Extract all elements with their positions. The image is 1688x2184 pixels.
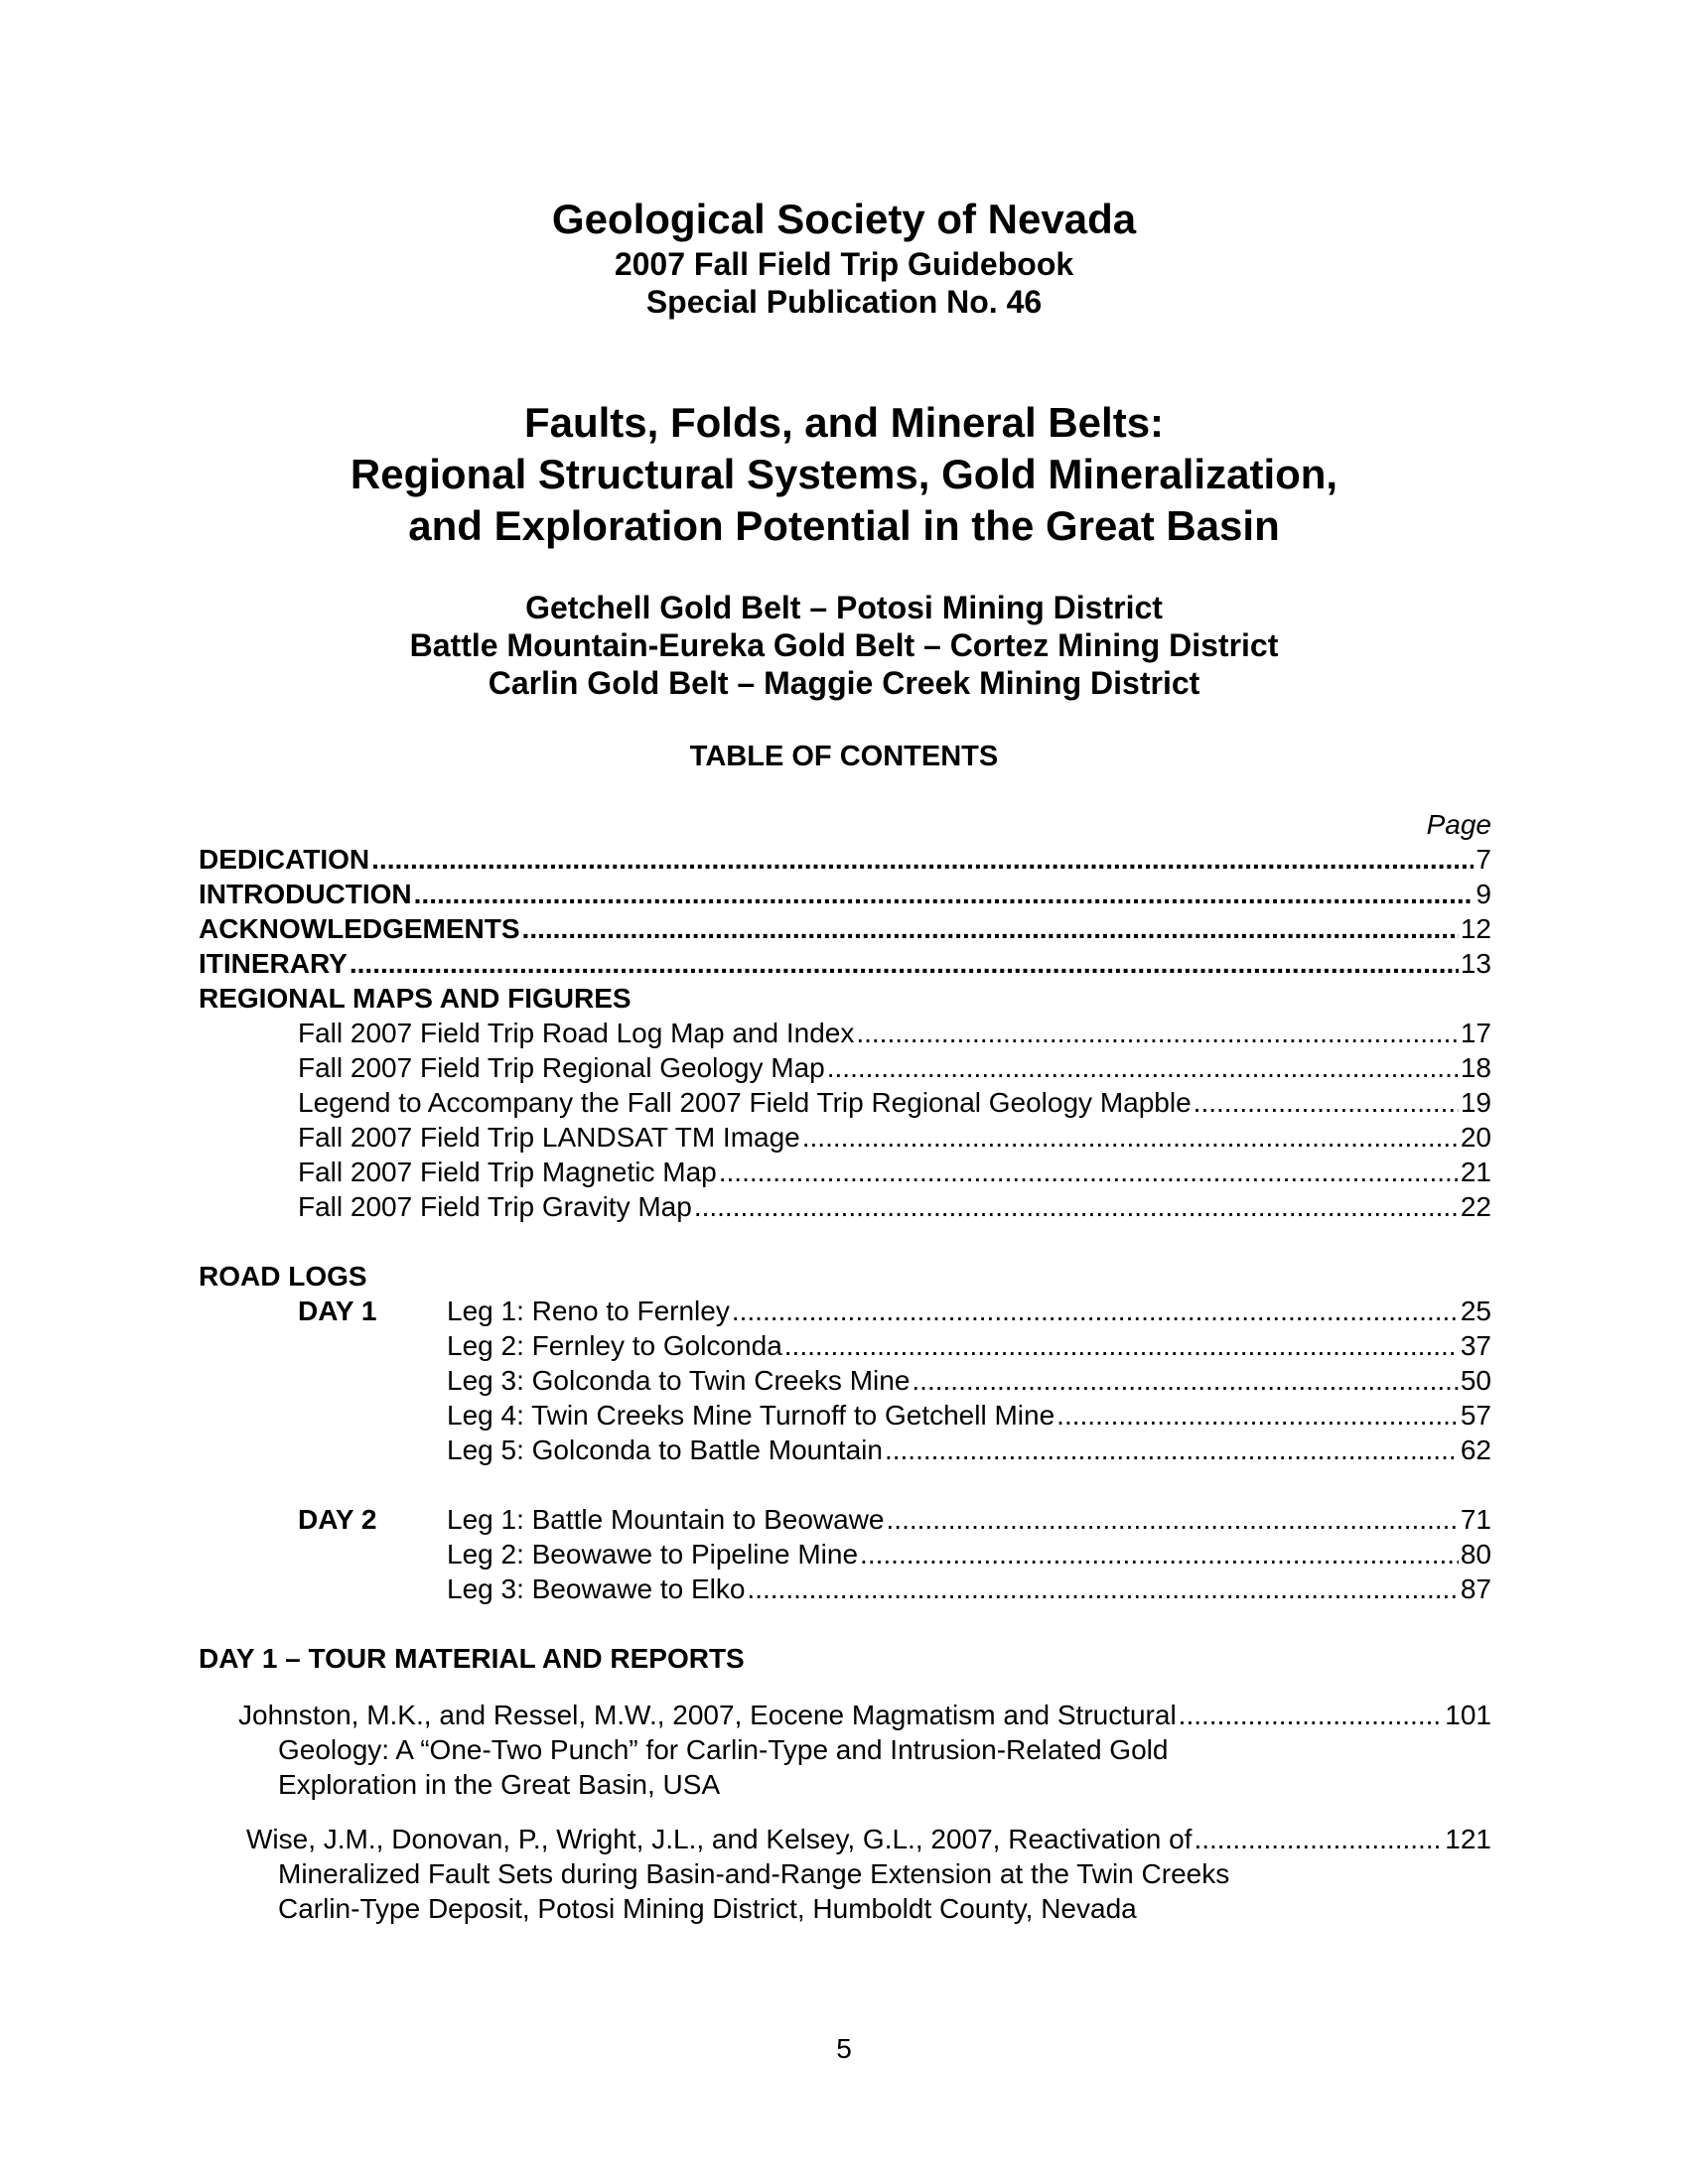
toc-entry-regional[interactable] (298, 1189, 1491, 1224)
toc-heading: TABLE OF CONTENTS (689, 741, 999, 772)
toc-entry-report[interactable] (238, 1698, 1491, 1732)
dot-leader (522, 911, 1459, 946)
dot-leader (802, 1120, 1459, 1155)
day1-label: DAY 1 (298, 1296, 377, 1326)
dot-leader (732, 1294, 1459, 1328)
report-continuation: Carlin-Type Deposit, Potosi Mining District, Humboldt County, Nevada (278, 1893, 1137, 1924)
toc-entry-label: Wise, J.M., Donovan, P., Wright, J.L., and Kelsey, G.L., 2007, Reactivation of (246, 1824, 1193, 1854)
toc-entry-dedication[interactable] (199, 842, 1491, 877)
report-continuation: Exploration in the Great Basin, USA (278, 1769, 721, 1800)
toc-entry-label: Leg 1: Reno to Fernley (447, 1296, 730, 1326)
toc-entry-day2-leg[interactable] (447, 1571, 1491, 1606)
toc-entry-page: 50 (1460, 1365, 1491, 1396)
toc-entry-page: 57 (1460, 1400, 1491, 1431)
dot-leader (414, 877, 1475, 911)
toc-entry-page: 80 (1460, 1539, 1491, 1570)
toc-entry-page: 121 (1445, 1824, 1491, 1854)
toc-entry-acknowledgements[interactable] (199, 911, 1491, 946)
toc-entry-itinerary[interactable] (199, 946, 1491, 981)
belt-line-2: Battle Mountain-Eureka Gold Belt – Cortez Mining District (409, 627, 1279, 663)
guidebook-subtitle: 2007 Fall Field Trip Guidebook (614, 246, 1074, 282)
toc-entry-label: Fall 2007 Field Trip Regional Geology Map (298, 1052, 825, 1083)
road-logs-heading: ROAD LOGS (199, 1261, 367, 1292)
toc-entry-page: 17 (1460, 1018, 1491, 1048)
toc-entry-label: Johnston, M.K., and Ressel, M.W., 2007, Eocene Magmatism and Structural (238, 1700, 1177, 1730)
dot-leader (860, 1537, 1459, 1571)
toc-entry-report[interactable] (246, 1822, 1491, 1856)
toc-entry-label: ACKNOWLEDGEMENTS (199, 913, 520, 944)
regional-maps-heading: REGIONAL MAPS AND FIGURES (199, 983, 632, 1014)
toc-entry-page: 22 (1460, 1191, 1491, 1222)
toc-entry-label: Leg 5: Golconda to Battle Mountain (447, 1434, 883, 1465)
toc-entry-page: 37 (1460, 1330, 1491, 1361)
title-line-1: Faults, Folds, and Mineral Belts: (523, 399, 1165, 446)
page-number: 5 (836, 2033, 852, 2064)
toc-entry-page: 101 (1445, 1700, 1491, 1730)
toc-entry-day1-leg[interactable] (447, 1363, 1491, 1398)
title-line-3: and Exploration Potential in the Great Basin (408, 502, 1280, 549)
dot-leader (1194, 1085, 1459, 1120)
dot-leader (856, 1016, 1459, 1050)
toc-entry-label: Leg 3: Golconda to Twin Creeks Mine (447, 1365, 911, 1396)
toc-entry-regional[interactable] (298, 1120, 1491, 1155)
toc-entry-label: ITINERARY (199, 948, 348, 979)
toc-entry-page: 20 (1460, 1122, 1491, 1153)
toc-entry-day1-leg[interactable] (447, 1433, 1491, 1467)
toc-entry-day2-leg[interactable] (447, 1537, 1491, 1571)
toc-entry-day1-leg[interactable] (447, 1328, 1491, 1363)
dot-leader (371, 842, 1474, 877)
toc-entry-day2-leg[interactable] (447, 1502, 1491, 1537)
toc-entry-regional[interactable] (298, 1155, 1491, 1189)
toc-entry-introduction[interactable] (199, 877, 1491, 911)
toc-entry-regional[interactable] (298, 1085, 1491, 1120)
dot-leader (1179, 1698, 1444, 1732)
toc-entry-page: 18 (1460, 1052, 1491, 1083)
toc-entry-day1-leg[interactable] (447, 1398, 1491, 1433)
toc-entry-page: 71 (1460, 1504, 1491, 1535)
toc-entry-regional[interactable] (298, 1016, 1491, 1050)
toc-entry-page: 12 (1460, 913, 1491, 944)
toc-entry-page: 62 (1460, 1434, 1491, 1465)
dot-leader (719, 1155, 1459, 1189)
toc-entry-label: Leg 2: Fernley to Golconda (447, 1330, 782, 1361)
dot-leader (885, 1433, 1459, 1467)
title-line-2: Regional Structural Systems, Gold Mineralization, (350, 451, 1338, 497)
belt-line-1: Getchell Gold Belt – Potosi Mining District (525, 590, 1163, 625)
dot-leader (784, 1328, 1459, 1363)
toc-entry-page: 87 (1460, 1573, 1491, 1604)
toc-entry-label: Fall 2007 Field Trip Road Log Map and Index (298, 1018, 855, 1048)
dot-leader (747, 1571, 1458, 1606)
toc-page-column-label: Page (1426, 809, 1491, 840)
dot-leader (350, 946, 1459, 981)
dot-leader (887, 1502, 1459, 1537)
organization-name: Geological Society of Nevada (551, 196, 1137, 242)
toc-entry-page: 21 (1460, 1157, 1491, 1187)
toc-entry-day1-leg[interactable] (447, 1294, 1491, 1328)
toc-entry-label: Legend to Accompany the Fall 2007 Field Trip Regional Geology Mapble (298, 1087, 1192, 1118)
toc-entry-label: Leg 1: Battle Mountain to Beowawe (447, 1504, 885, 1535)
toc-entry-label: Leg 4: Twin Creeks Mine Turnoff to Getchell Mine (447, 1400, 1055, 1431)
toc-entry-label: DEDICATION (199, 844, 370, 875)
day2-label: DAY 2 (298, 1504, 377, 1535)
belt-line-3: Carlin Gold Belt – Maggie Creek Mining District (488, 665, 1200, 701)
dot-leader (1056, 1398, 1459, 1433)
toc-entry-label: Fall 2007 Field Trip Magnetic Map (298, 1157, 717, 1187)
toc-entry-label: Fall 2007 Field Trip Gravity Map (298, 1191, 692, 1222)
toc-entry-page: 13 (1460, 948, 1491, 979)
dot-leader (912, 1363, 1458, 1398)
toc-entry-page: 7 (1476, 844, 1491, 875)
toc-entry-regional[interactable] (298, 1050, 1491, 1085)
toc-entry-label: INTRODUCTION (199, 879, 412, 909)
tour-material-heading: DAY 1 – TOUR MATERIAL AND REPORTS (199, 1643, 745, 1674)
toc-entry-page: 25 (1460, 1296, 1491, 1326)
dot-leader (1194, 1822, 1443, 1856)
dot-leader (694, 1189, 1459, 1224)
toc-entry-label: Leg 2: Beowawe to Pipeline Mine (447, 1539, 859, 1570)
report-continuation: Mineralized Fault Sets during Basin-and-Range Extension at the Twin Creeks (278, 1858, 1230, 1889)
toc-entry-page: 9 (1476, 879, 1491, 909)
toc-entry-page: 19 (1460, 1087, 1491, 1118)
report-continuation: Geology: A “One-Two Punch” for Carlin-Type and Intrusion-Related Gold (278, 1734, 1169, 1765)
publication-number: Special Publication No. 46 (645, 284, 1043, 320)
toc-entry-label: Fall 2007 Field Trip LANDSAT TM Image (298, 1122, 800, 1153)
toc-entry-label: Leg 3: Beowawe to Elko (447, 1573, 746, 1604)
dot-leader (827, 1050, 1459, 1085)
